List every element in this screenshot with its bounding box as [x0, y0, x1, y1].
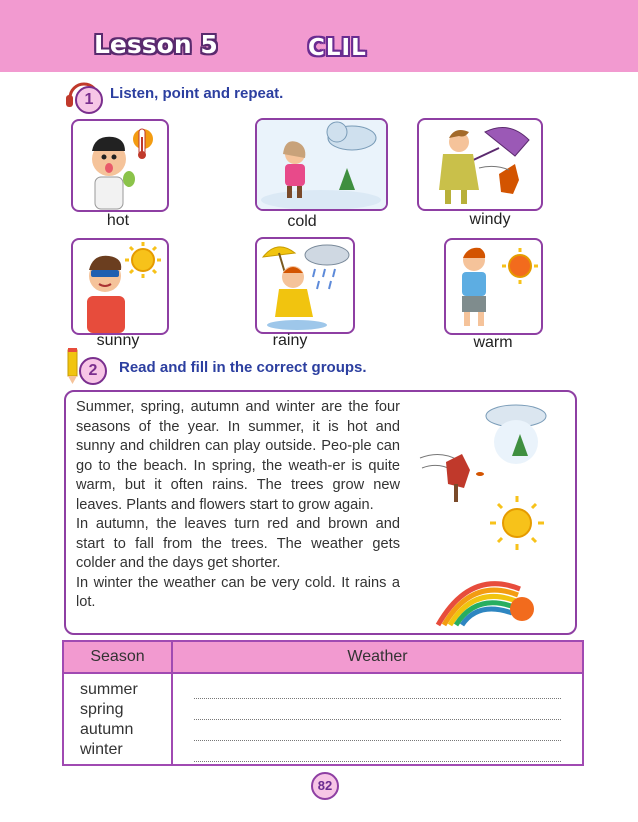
sunny-boy-illustration — [73, 240, 167, 333]
section-1-instruction: Listen, point and repeat. — [110, 85, 284, 102]
rainy-girl-illustration — [257, 239, 353, 332]
label-sunny: sunny — [96, 332, 140, 349]
label-cold: cold — [287, 213, 317, 230]
lesson-title: Lesson 5 — [94, 30, 218, 59]
answer-line-autumn[interactable] — [194, 720, 561, 741]
hot-boy-illustration — [73, 121, 167, 210]
label-hot: hot — [106, 212, 130, 229]
answer-line-summer[interactable] — [194, 678, 561, 699]
paragraph-winter: In winter the weather can be very cold. It rains a lot. — [76, 574, 400, 610]
picture-card-hot[interactable] — [71, 119, 169, 212]
section-2-number: 2 — [79, 357, 107, 385]
page-number: 82 — [311, 772, 339, 800]
section-1-number: 1 — [75, 86, 103, 114]
season-summer: summer — [80, 681, 138, 698]
picture-card-cold[interactable] — [255, 118, 388, 211]
picture-card-sunny[interactable] — [71, 238, 169, 335]
season-weather-table — [62, 640, 584, 766]
season-list — [63, 673, 172, 765]
picture-card-windy[interactable] — [417, 118, 543, 211]
windy-girl-illustration — [419, 120, 541, 209]
weather-answer-area — [172, 673, 583, 765]
cold-girl-illustration — [257, 120, 386, 209]
paragraph-seasons: Summer, spring, autumn and winter are the four seasons of the year. In summer, it is hot and sunny and children can play outside. Peo-ple can go to the beach. In spring, the weath-er is quite warm, but it often rains. The trees grow new leaves. Plants and flowers start to grow again. — [76, 399, 400, 513]
answer-line-winter[interactable] — [194, 741, 561, 762]
label-windy: windy — [469, 211, 511, 228]
paragraph-autumn: In autumn, the leaves turn red and brown and start to fall from the trees. The weather gets colder and the days get shorter. — [76, 516, 400, 571]
summer-sun-illustration — [484, 492, 550, 554]
header-weather: Weather — [172, 641, 583, 673]
spring-rainbow-illustration — [430, 565, 550, 627]
season-spring: spring — [80, 701, 124, 718]
warm-boy-illustration — [446, 240, 541, 333]
header-season: Season — [63, 641, 172, 673]
season-winter: winter — [80, 741, 123, 758]
reading-passage — [76, 398, 400, 613]
picture-card-rainy[interactable] — [255, 237, 355, 334]
season-autumn: autumn — [80, 721, 134, 738]
label-warm: warm — [473, 334, 513, 351]
label-rainy: rainy — [272, 332, 308, 349]
picture-card-warm[interactable] — [444, 238, 543, 335]
section-2-instruction: Read and fill in the correct groups. — [119, 359, 367, 376]
answer-line-spring[interactable] — [194, 699, 561, 720]
subject-title: CLIL — [308, 35, 367, 61]
